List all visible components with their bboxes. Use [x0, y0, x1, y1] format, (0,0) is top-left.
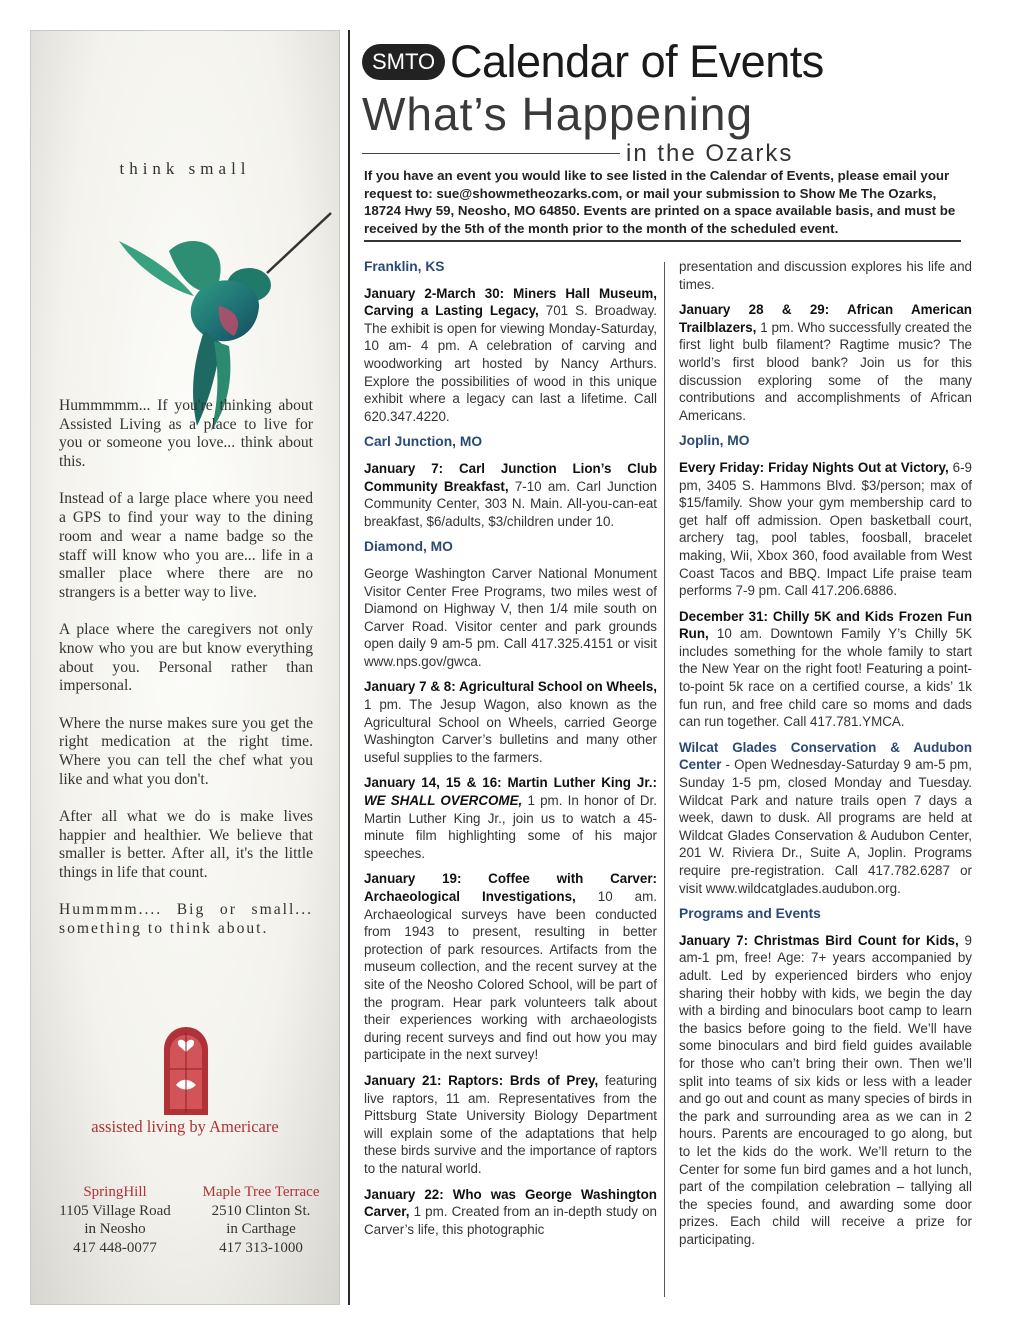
ad-body-text — [59, 397, 313, 957]
event-body: 7-10 am. Carl Junction Community Center, 303 N. Main. All-you-can-eat breakfast, $6/adults, $3/children under 10. — [364, 478, 657, 529]
location-phone: 417 448-0077 — [73, 1240, 157, 1257]
subtitle-rule — [362, 153, 620, 154]
location-address: 2510 Clinton St. — [211, 1202, 311, 1219]
page-subtitle-2: in the Ozarks — [626, 140, 794, 167]
ad-tagline: think small — [119, 159, 251, 178]
event-continuation: presentation and discussion explores his life and times. — [679, 259, 972, 292]
ad-closing: Hummmm.... Big or small... something to think about. — [59, 901, 313, 938]
event-body: 6-9 pm, 3405 S. Hammons Blvd. $3/person; max of $15/family. Show your gym membership card to get half off admission. Open basketball court, archery tag, pool tables, foosball, bracelet making, Wii, Xbox 360, food available from West Coast Tacos and BBQ. Impact Life praise team performs 7-9 pm. Call 417.206.6886. — [679, 459, 973, 599]
event-title: January 21: Raptors: Brds of Prey, — [364, 1072, 599, 1088]
event-body: 10 am. Archaeological surveys have been conducted from 1943 to present, resulting in better protection of park resources. Artifacts from the museum collection, and the recent survey at the site of the Neosho Colored School, will be part of the program. Hear park volunteers talk about their experiences working with archaeologists during recent surveys and find out how you may participate in the next survey! — [364, 889, 657, 1063]
location-address: 1105 Village Road — [59, 1202, 171, 1219]
ad-paragraph: After all what we do is make lives happier and healthier. We believe that smaller is better. After all, it's the little things in life that count. — [59, 808, 313, 882]
event-entry — [679, 932, 972, 1249]
location-phone: 417 313-1000 — [219, 1240, 303, 1257]
location-maple-tree-terrace — [191, 1183, 331, 1258]
event-body: 10 am. Downtown Family Y’s Chilly 5K includes something for the whole family to start the New Year on the right foot! Featuring a point-to-point 5k race on a certified course, a kids’ 1k fun run, and free child care so moms and dads can run together. Call 417.781.YMCA. — [679, 626, 972, 730]
event-title: January 28 & 29: African American Trailblazers, — [679, 302, 972, 335]
event-title: Wilcat Glades Conservation & Audubon Center — [679, 739, 972, 773]
event-entry — [364, 285, 657, 426]
page-title: Calendar of Events — [450, 36, 824, 87]
location-name: SpringHill — [83, 1184, 147, 1200]
americare-logo-icon — [162, 1025, 210, 1115]
event-body: 9 am-1 pm, free! Age: 7+ years accompanied by adult. Led by experienced birders who enjoy sharing their hobby with kids, we begin the day with a birding and binoculars boot camp to learn the basics before going to the field. We’ll have some binoculars and bird field guides available for those who can’t bring their own. Then we’ll split into teams of six kids or less with a leader and go out and count as many species of birds in the park and surrounding area as we can in 2 hours. Parents are encouraged to go along, but to let the kids do the work. We’ll return to the Center for some fun bird games and a hot lunch, part of the compilation celebration – tallying all the species found, and awarding some door prizes. Each child will receive a prize for participating. — [679, 932, 972, 1247]
event-entry: George Washington Carver National Monument Visitor Center Free Programs, two miles west of Diamond on Highway V, then 1/4 mile south on Carver Road. Visitor center and park grounds open daily 9 am-5 pm. Call 417.325.4151 or visit www.nps.gov/gwca. — [364, 565, 657, 669]
location-heading: Joplin, MO — [679, 433, 750, 449]
event-title-italic: WE SHALL OVERCOME, — [364, 793, 523, 809]
event-entry — [364, 774, 657, 862]
event-entry — [364, 870, 657, 1064]
location-springhill — [45, 1183, 185, 1258]
event-body: 1 pm. Who successfully created the first light bulb filament? Ragtime music? The world’s first blood bank? Join us for this discussion exploring some of the many contributions and accomplishments of African Americans. — [679, 319, 972, 423]
event-body: 1 pm. In honor of Dr. Martin Luther King Jr., join us to watch a 45-minute film highlighting some of his major speeches. — [364, 793, 657, 861]
ad-brand: assisted living by Americare — [91, 1117, 279, 1136]
events-column-1 — [364, 258, 657, 1246]
event-title: January 7 & 8: Agricultural School on Wheels, — [364, 679, 657, 695]
calendar-header — [362, 36, 962, 167]
vertical-divider — [348, 30, 350, 1305]
assisted-living-ad — [30, 30, 340, 1305]
location-heading: Diamond, MO — [364, 539, 453, 555]
event-title: January 19: Coffee with Carver: Archaeological Investigations, — [364, 871, 657, 904]
event-title: Every Friday: Friday Nights Out at Victory, — [679, 459, 949, 475]
submission-intro: If you have an event you would like to see listed in the Calendar of Events, please email your request to: sue@showmetheozarks.com, or mail your submission to Show Me The Ozarks, 18724 Hwy 59, Neosho, MO 64850. Events are printed on a space available basis, and must be received by the 5th of the month prior to the month of the scheduled event. — [364, 168, 956, 236]
event-title: December 31: Chilly 5K and Kids Frozen Fun Run, — [679, 608, 972, 642]
event-title: January 22: Who was George Washington Carver, — [364, 1186, 657, 1220]
location-city: in Neosho — [84, 1221, 146, 1238]
event-entry — [364, 678, 657, 766]
ad-paragraph: A place where the caregivers not only know who you are but know everything about you. Personal rather than impersonal. — [59, 621, 313, 695]
event-body: featuring live raptors, 11 am. Representatives from the Pittsburg State University Biology Department will explain some of the adaptations that help these birds survive and the importance of raptors to the natural world. — [364, 1072, 657, 1176]
ad-paragraph: Instead of a large place where you need a GPS to find your way to the dining room and wear a name badge so the staff will know who you are... life in a smaller place where there are no strangers is a better way to live. — [59, 490, 313, 601]
ad-paragraph: Where the nurse makes sure you get the right medication at the right time. Where you can tell the chef what you like and what you don't. — [59, 714, 313, 788]
event-body: - Open Wednesday-Saturday 9 am-5 pm, Sunday 1-5 pm, closed Monday and Tuesday. Wildcat Park and nature trails open 7 days a week, dawn to dusk. All programs are held at Wildcat Glades Conservation & Audubon Center, 201 W. Riviera Dr., Suite A, Joplin. Programs require pre-registration. Call 417.782.6287 or visit www.wildcatglades.audubon.org. — [679, 757, 972, 896]
event-title: January 2-March 30: Miners Hall Museum, Carving a Lasting Legacy, — [364, 285, 657, 319]
event-body: 1 pm. The Jesup Wagon, also known as the Agricultural School on Wheels, carried George Washington Carver’s bulletins and many other useful supplies to the farmers. — [364, 697, 657, 765]
event-title: January 7: Christmas Bird Count for Kids, — [679, 932, 959, 948]
event-body: 701 S. Broadway. The exhibit is open for viewing Monday-Saturday, 10 am- 4 pm. A celebration of carving and woodworking art hosted by Nancy Arthurs. Explore the possibilities of wood in this unique exhibit where a legacy can last a lifetime. Call 620.347.4220. — [364, 303, 657, 424]
event-entry — [679, 459, 972, 600]
events-column-2 — [679, 258, 972, 1256]
event-entry — [679, 608, 972, 731]
location-city: in Carthage — [226, 1221, 296, 1238]
page-subtitle: What’s Happening — [362, 88, 754, 140]
location-heading: Franklin, KS — [364, 259, 445, 274]
ad-paragraph: Hummmmm... If you're thinking about Assisted Living as a place to live for you or someone you love... think about this. — [59, 397, 313, 471]
column-divider — [664, 262, 665, 1297]
event-entry — [679, 301, 972, 424]
event-entry — [364, 460, 657, 530]
event-title: January 7: Carl Junction Lion’s Club Community Breakfast, — [364, 460, 657, 494]
location-heading: Programs and Events — [679, 906, 821, 922]
event-entry — [364, 1072, 657, 1178]
event-body: 1 pm. Created from an in-depth study on Carver’s life, this photographic — [364, 1204, 657, 1237]
event-entry — [364, 1186, 657, 1239]
event-entry — [679, 739, 972, 897]
location-heading: Carl Junction, MO — [364, 434, 483, 450]
smto-badge: SMTO — [362, 44, 445, 80]
location-name: Maple Tree Terrace — [202, 1184, 320, 1200]
header-rule — [364, 240, 961, 242]
event-title: January 14, 15 & 16: Martin Luther King Jr.: — [364, 775, 657, 791]
